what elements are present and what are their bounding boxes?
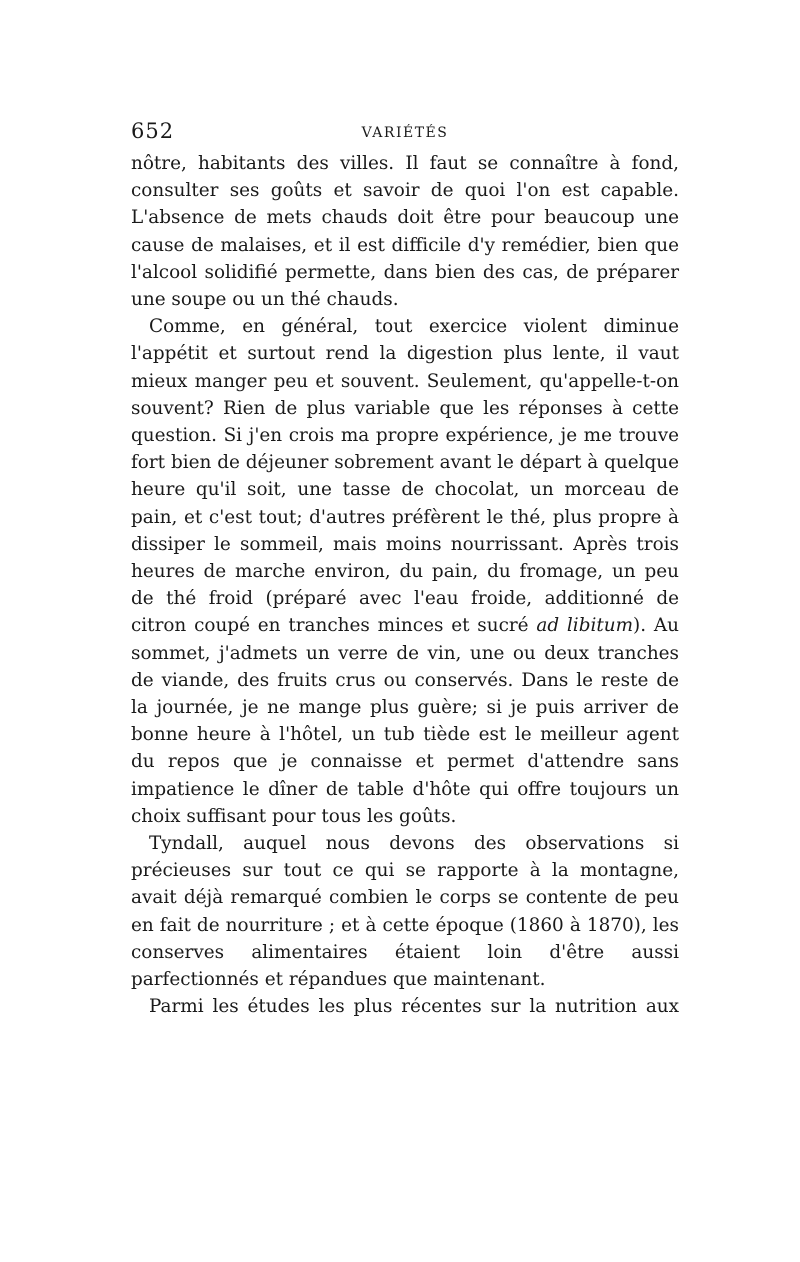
- page-number: 652: [131, 119, 175, 143]
- paragraph-2-italic: ad libitum: [536, 615, 634, 637]
- running-head: [131, 116, 679, 150]
- paragraph-1: nôtre, habitants des villes. Il faut se connaître à fond, consulter ses goûts et savoir de quoi l'on est capable. L'absence de mets chauds doit être pour beaucoup une cause de malaises, et il est difficile d'y remédier, bien que l'alcool solidifié permette, dans bien des cas, de préparer une soupe ou un thé chauds.: [131, 153, 679, 311]
- body-text: [131, 150, 679, 1021]
- paragraph-2-text-before: Comme, en général, tout exercice violent diminue l'appétit et surtout rend la digestion plus lente, il vaut mieux manger peu et souvent. Seulement, qu'appelle-t-on souvent? Rien de plus variable que les réponses à cette question. Si j'en crois ma propre expérience, je me trouve fort bien de déjeuner sobrement avant le départ à quelque heure qu'il soit, une tasse de chocolat, un morceau de pain, et c'est tout; d'autres préfèrent le thé, plus propre à dissiper le sommeil, mais moins nourrissant. Après trois heures de marche environ, du pain, du fromage, un peu de thé froid (préparé avec l'eau froide, additionné de citron coupé en tranches minces et sucré: [131, 316, 679, 637]
- paragraph-2-text-after: ). Au sommet, j'admets un verre de vin, une ou deux tranches de viande, des fruits crus ou conservés. Dans le reste de la journée, je ne mange plus guère; si je puis arriver de bonne heure à l'hôtel, un tub tiède est le meilleur agent du repos que je connaisse et permet d'attendre sans impatience le dîner de table d'hôte qui offre toujours un choix suffisant pour tous les goûts.: [131, 615, 679, 827]
- section-title: VARIÉTÉS: [361, 125, 449, 141]
- paragraph-4: Parmi les études les plus récentes sur la nutrition aux: [149, 996, 679, 1018]
- paragraph-2: [131, 313, 679, 830]
- paragraph-3: Tyndall, auquel nous devons des observations si précieuses sur tout ce qui se rapporte à la montagne, avait déjà remarqué combien le corps se contente de peu en fait de nourriture ; et à cette époque (1860 à 1870), les conserves alimentaires étaient loin d'être aussi parfectionnés et répandues que maintenant.: [131, 833, 679, 991]
- book-page: [131, 116, 679, 1021]
